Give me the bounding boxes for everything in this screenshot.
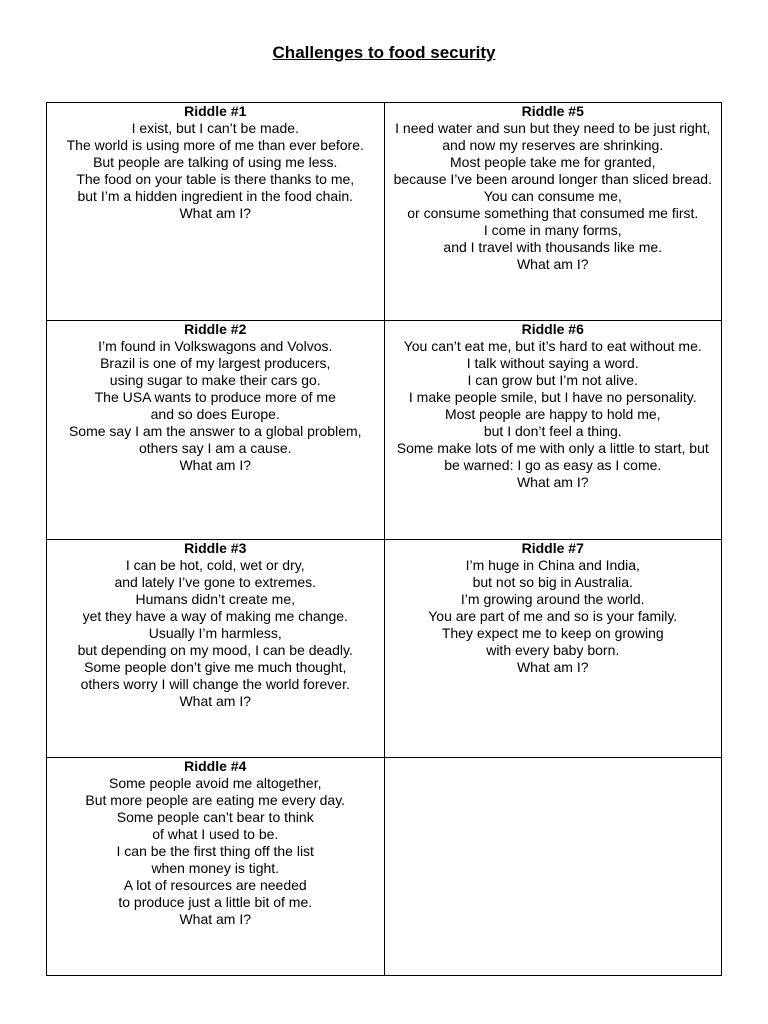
riddle-line: The world is using more of me than ever before.: [66, 137, 364, 153]
riddle-cell-1: [47, 103, 385, 321]
riddle-line: and now my reserves are shrinking.: [442, 137, 664, 153]
riddle-line: with every baby born.: [486, 641, 620, 658]
riddle-line: but depending on my mood, I can be deadly.: [77, 641, 353, 658]
riddle-cell-3: [47, 539, 385, 757]
riddle-line: but not so big in Australia.: [472, 573, 633, 590]
riddle-cell-7: [384, 539, 722, 757]
riddle-line: The food on your table is there thanks to me,: [76, 171, 355, 187]
riddle-line: Brazil is one of my largest producers,: [100, 355, 331, 372]
riddle-line: I exist, but I can’t be made.: [131, 120, 299, 136]
riddle-line: But people are talking of using me less.: [93, 154, 338, 170]
riddle-line: I’m growing around the world.: [460, 590, 645, 607]
table-row: [47, 539, 722, 757]
riddle-line: But more people are eating me every day.: [85, 791, 346, 808]
riddle-line: Some people can’t bear to think: [116, 808, 314, 825]
riddle-line: Most people take me for granted,: [450, 154, 656, 170]
riddle-line: What am I?: [179, 910, 252, 927]
riddle-line: They expect me to keep on growing: [441, 624, 664, 641]
riddle-line: I make people smile, but I have no personality.: [408, 389, 697, 406]
riddle-line: to produce just a little bit of me.: [118, 893, 313, 910]
riddle-title: Riddle #6: [521, 321, 584, 338]
riddle-line: and so does Europe.: [150, 406, 280, 423]
riddle-line: I’m huge in China and India,: [465, 556, 640, 573]
riddle-line: others say I am a cause.: [138, 440, 292, 457]
riddle-line: You are part of me and so is your family.: [428, 607, 678, 624]
riddle-line: yet they have a way of making me change.: [82, 607, 348, 624]
riddle-line: using sugar to make their cars go.: [109, 372, 321, 389]
riddle-line: because I’ve been around longer than sliced bread.: [393, 171, 712, 187]
riddle-line: and I travel with thousands like me.: [443, 239, 663, 255]
riddle-line: I can be the first thing off the list: [116, 842, 314, 859]
riddle-cell-2: [47, 321, 385, 539]
riddle-line: others worry I will change the world forever.: [80, 675, 350, 692]
riddle-title: Riddle #2: [184, 321, 247, 338]
riddle-line: Most people are happy to hold me,: [444, 406, 661, 423]
riddle-line: I’m found in Volkswagons and Volvos.: [98, 338, 333, 355]
riddle-line: What am I?: [179, 692, 252, 709]
riddle-line: What am I?: [516, 658, 589, 675]
riddle-line: Some make lots of me with only a little to start, but be warned: I go as easy as I come.: [396, 440, 709, 474]
riddle-line: I can grow but I’m not alive.: [467, 372, 638, 389]
table-row: [47, 103, 722, 321]
riddle-line: What am I?: [179, 457, 252, 474]
riddle-line: You can’t eat me, but it’s hard to eat without me.: [403, 338, 702, 355]
empty-cell: [384, 757, 722, 975]
riddle-line: and lately I’ve gone to extremes.: [114, 573, 317, 590]
riddle-title: Riddle #5: [521, 103, 584, 119]
riddle-line: What am I?: [179, 205, 252, 221]
riddle-line: What am I?: [516, 256, 589, 272]
riddle-title: Riddle #1: [184, 103, 247, 119]
page-title: Challenges to food security: [272, 43, 496, 62]
riddle-cell-4: [47, 757, 385, 975]
riddle-line: The USA wants to produce more of me: [94, 389, 336, 406]
riddle-line: I can be hot, cold, wet or dry,: [125, 556, 305, 573]
riddle-line: Some people avoid me altogether,: [109, 774, 322, 791]
riddle-title: Riddle #7: [521, 539, 584, 556]
riddle-line: What am I?: [516, 474, 589, 491]
riddle-line: I come in many forms,: [483, 222, 622, 238]
table-row: [47, 321, 722, 539]
riddle-title: Riddle #3: [184, 539, 247, 556]
riddle-line: I talk without saying a word.: [466, 355, 639, 372]
riddle-line: of what I used to be.: [152, 825, 279, 842]
riddle-title: Riddle #4: [184, 757, 247, 774]
riddle-line: or consume something that consumed me first.: [407, 205, 699, 221]
table-row: [47, 757, 722, 975]
riddle-line: I need water and sun but they need to be just right,: [395, 120, 711, 136]
riddle-line: but I’m a hidden ingredient in the food chain.: [77, 188, 354, 204]
riddle-line: Humans didn’t create me,: [135, 590, 296, 607]
riddle-line: A lot of resources are needed: [123, 876, 307, 893]
riddle-line: You can consume me,: [483, 188, 622, 204]
riddle-line: when money is tight.: [151, 859, 280, 876]
riddle-line: Some people don’t give me much thought,: [84, 658, 347, 675]
riddle-cell-6: [384, 321, 722, 539]
riddle-line: Some say I am the answer to a global problem,: [68, 423, 362, 440]
riddle-line: Usually I’m harmless,: [148, 624, 282, 641]
riddle-line: but I don’t feel a thing.: [483, 423, 622, 440]
riddle-cell-5: [384, 103, 722, 321]
riddle-table: [46, 102, 722, 976]
